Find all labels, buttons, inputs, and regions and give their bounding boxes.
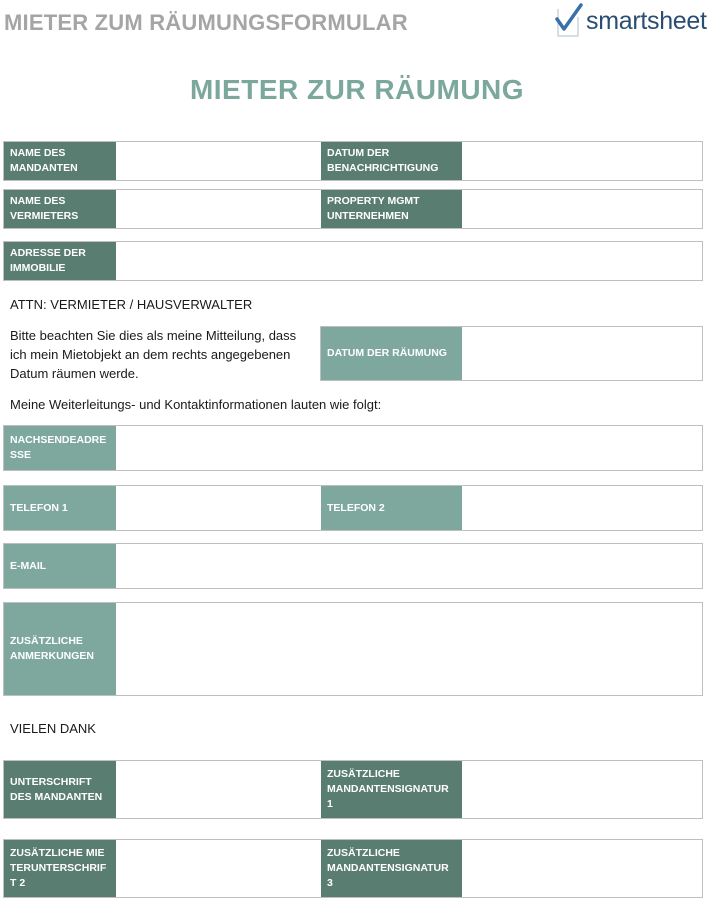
extra-client-sig-3-field[interactable] (462, 840, 702, 897)
vacate-date-field[interactable] (462, 327, 702, 380)
notes-field[interactable] (116, 603, 702, 695)
label-notice-date: DATUM DER BENACHRICHTIGUNG (321, 142, 462, 180)
label-phone2: TELEFON 2 (321, 486, 462, 530)
forwarding-address-field[interactable] (116, 426, 702, 470)
client-signature-field[interactable] (116, 761, 321, 818)
landlord-name-field[interactable] (116, 190, 321, 228)
row-forwarding-address (3, 425, 703, 471)
label-phone1: TELEFON 1 (4, 486, 116, 530)
logo-text: smartsheet (586, 6, 707, 35)
row-signatures-2 (3, 839, 703, 898)
label-notes: ZUSÄTZLICHE ANMERKUNGEN (4, 603, 116, 695)
notice-date-field[interactable] (462, 142, 702, 180)
property-address-field[interactable] (116, 242, 702, 280)
extra-client-sig-1-field[interactable] (462, 761, 702, 818)
document-title: MIETER ZUM RÄUMUNGSFORMULAR (4, 10, 408, 35)
label-forwarding-address: NACHSENDEADRESSE (4, 426, 116, 470)
label-email: E-MAIL (4, 544, 116, 588)
label-vacate-date: DATUM DER RÄUMUNG (321, 327, 462, 380)
label-property-mgmt: PROPERTY MGMT UNTERNEHMEN (321, 190, 462, 228)
attn-line: ATTN: VERMIETER / HAUSVERWALTER (10, 297, 253, 312)
form-title: MIETER ZUR RÄUMUNG (189, 74, 525, 105)
thanks-text: VIELEN DANK (10, 721, 96, 736)
label-landlord-name: NAME DES VERMIETERS (4, 190, 116, 228)
vacate-date-box (320, 326, 703, 381)
contact-intro: Meine Weiterleitungs- und Kontaktinformationen lauten wie folgt: (10, 397, 382, 412)
row-landlord-mgmt (3, 189, 703, 229)
client-name-field[interactable] (116, 142, 321, 180)
label-client-name: NAME DES MANDANTEN (4, 142, 116, 180)
label-extra-client-sig-3: ZUSÄTZLICHE MANDANTENSIGNATUR 3 (321, 840, 462, 897)
property-mgmt-field[interactable] (462, 190, 702, 228)
label-client-signature: UNTERSCHRIFT DES MANDANTEN (4, 761, 116, 818)
row-signatures-1 (3, 760, 703, 819)
email-field[interactable] (116, 544, 702, 588)
row-property-address (3, 241, 703, 281)
notice-text: Bitte beachten Sie dies als meine Mitteilung, dass ich mein Mietobjekt an dem rechts angegebenen Datum räumen werde. (10, 328, 297, 381)
phone1-field[interactable] (116, 486, 321, 530)
phone2-field[interactable] (462, 486, 702, 530)
smartsheet-logo (554, 2, 707, 40)
row-client-notice (3, 141, 703, 181)
checkmark-logo-icon (554, 3, 584, 39)
row-notes (3, 602, 703, 696)
extra-tenant-sig-2-field[interactable] (116, 840, 321, 897)
label-extra-tenant-sig-2: ZUSÄTZLICHE MIETERUNTERSCHRIFT 2 (4, 840, 116, 897)
row-phones (3, 485, 703, 531)
row-email (3, 543, 703, 589)
label-extra-client-sig-1: ZUSÄTZLICHE MANDANTENSIGNATUR 1 (321, 761, 462, 818)
label-property-address: ADRESSE DER IMMOBILIE (4, 242, 116, 280)
